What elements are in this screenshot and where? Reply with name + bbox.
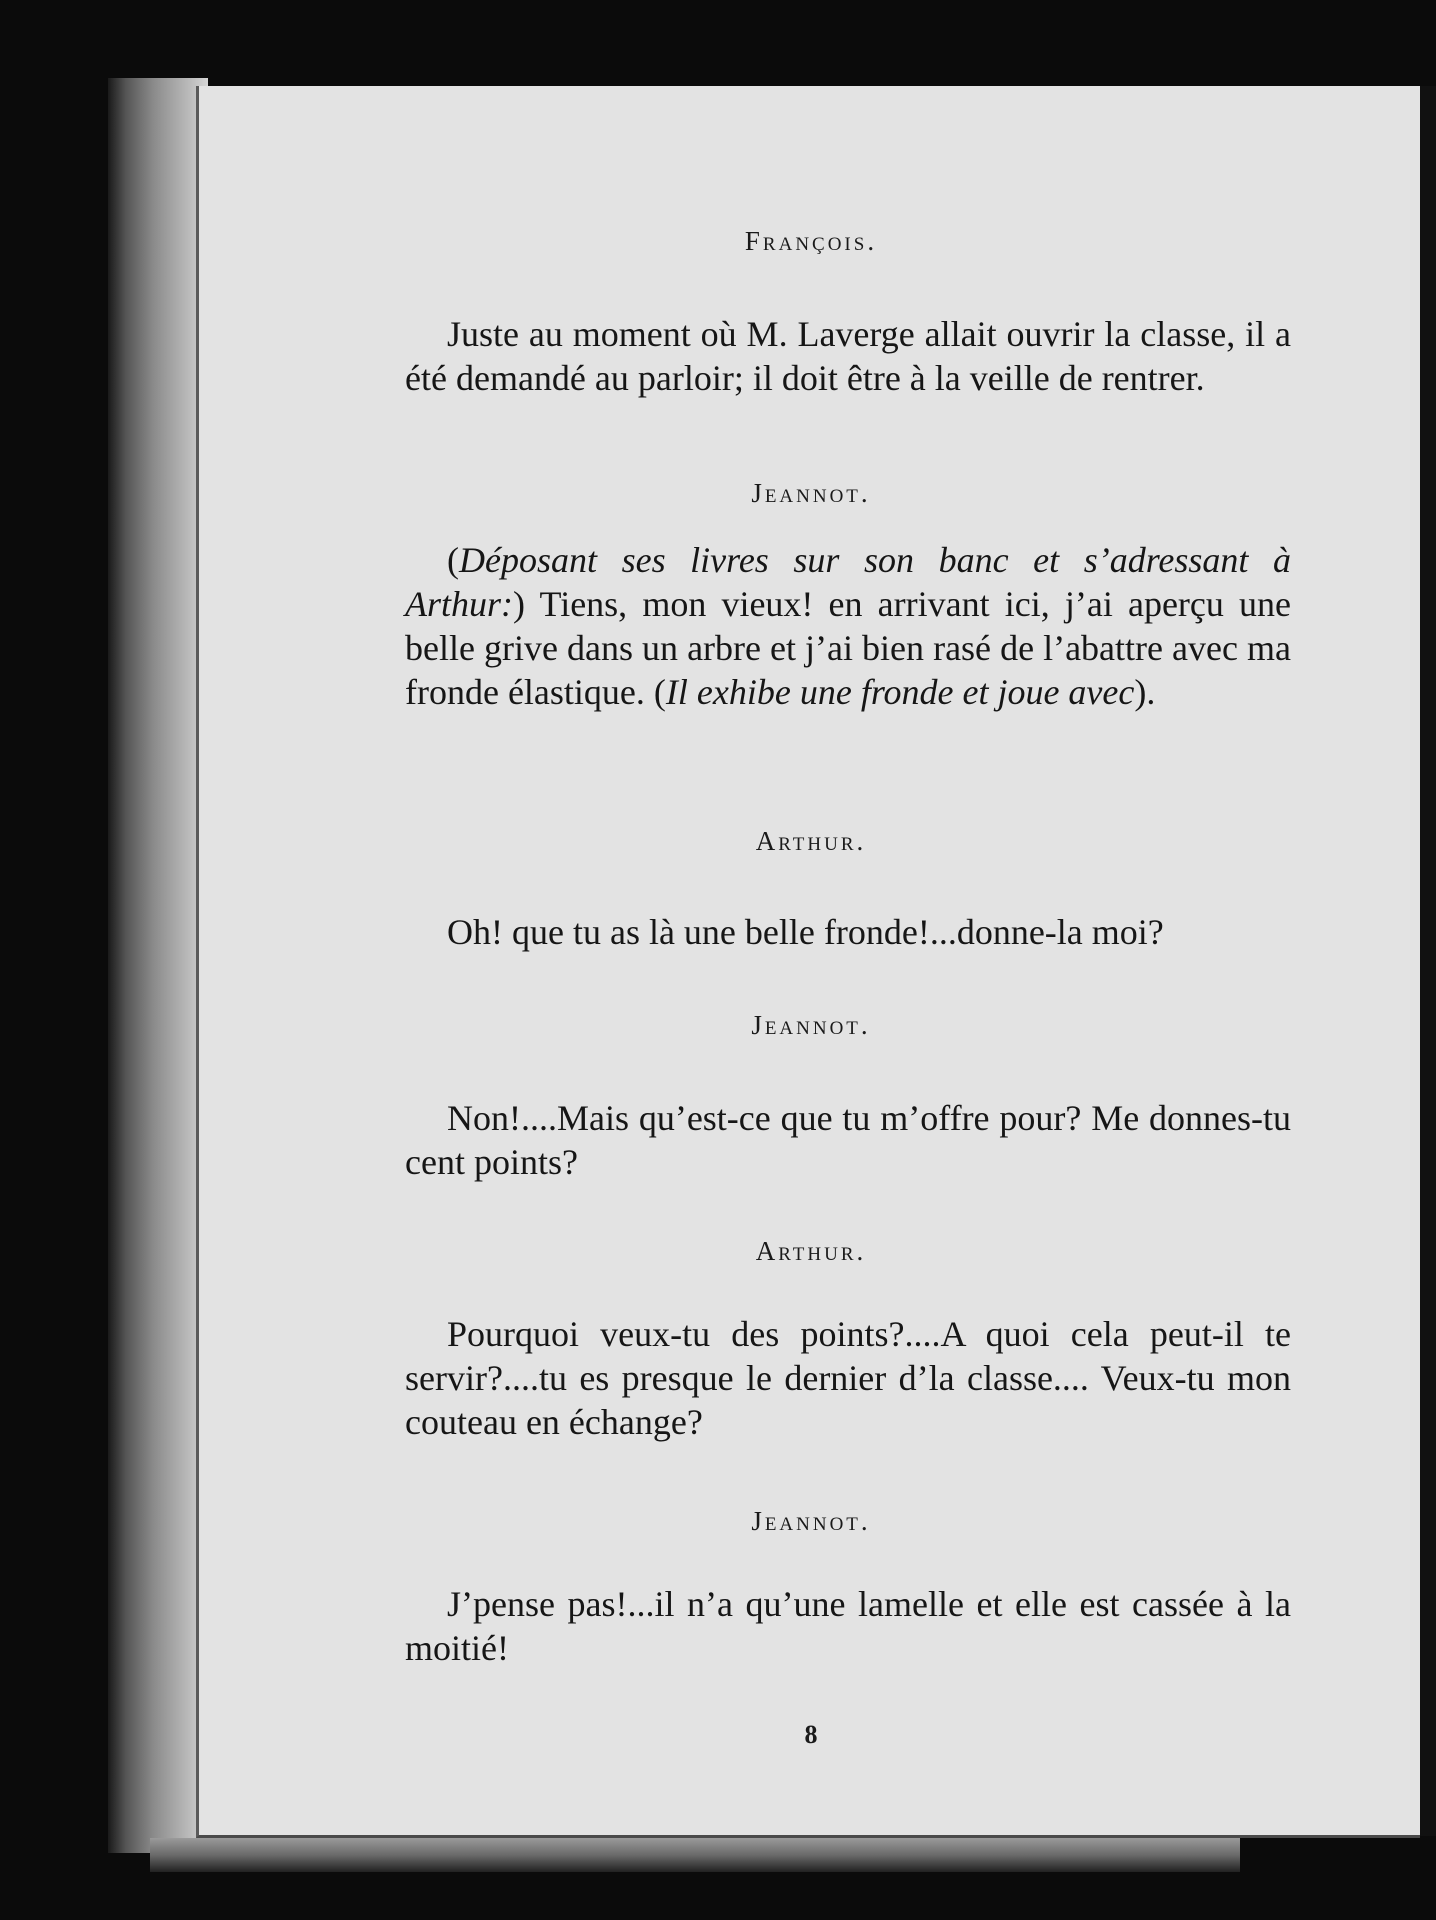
speaker-name: Arthur. <box>755 826 867 856</box>
dialogue-paragraph: Juste au moment où M. Laverge allait ouvrir la classe, il a été demandé au parloir; il doit être à la veille de rentrer. <box>405 314 1291 398</box>
speaker-name: François. <box>744 226 878 256</box>
dialogue-paragraph: Non!....Mais qu’est-ce que tu m’offre pour? Me donnes-tu cent points? <box>405 1098 1291 1182</box>
speaker-name: Jeannot. <box>751 1010 871 1040</box>
speaker-name: Jeannot. <box>751 1506 871 1536</box>
dialogue-paragraph: J’pense pas!...il n’a qu’une lamelle et elle est cassée à la moitié! <box>405 1584 1291 1668</box>
speaker-name: Arthur. <box>755 1236 867 1266</box>
page-number: 8 <box>804 1720 818 1749</box>
dialogue-paragraph: Pourquoi veux-tu des points?....A quoi cela peut-il te servir?....tu es presque le dernier d’la classe.... Veux-tu mon couteau en échange? <box>405 1314 1291 1442</box>
scan-binding-edge <box>108 78 208 1853</box>
scan-right-edge <box>1418 86 1436 1836</box>
dialogue-paragraph: (Déposant ses livres sur son banc et s’adressant à Arthur:) Tiens, mon vieux! en arrivant ici, j’ai aperçu une belle grive dans un arbre et j’ai bien rasé de l’abattre avec ma fronde élastique. (Il exhibe une fronde et joue avec). <box>405 540 1291 712</box>
book-page <box>196 86 1420 1838</box>
scan-bottom-edge <box>150 1838 1240 1872</box>
speaker-name: Jeannot. <box>751 478 871 508</box>
dialogue-paragraph: Oh! que tu as là une belle fronde!...donne-la moi? <box>447 912 1164 952</box>
